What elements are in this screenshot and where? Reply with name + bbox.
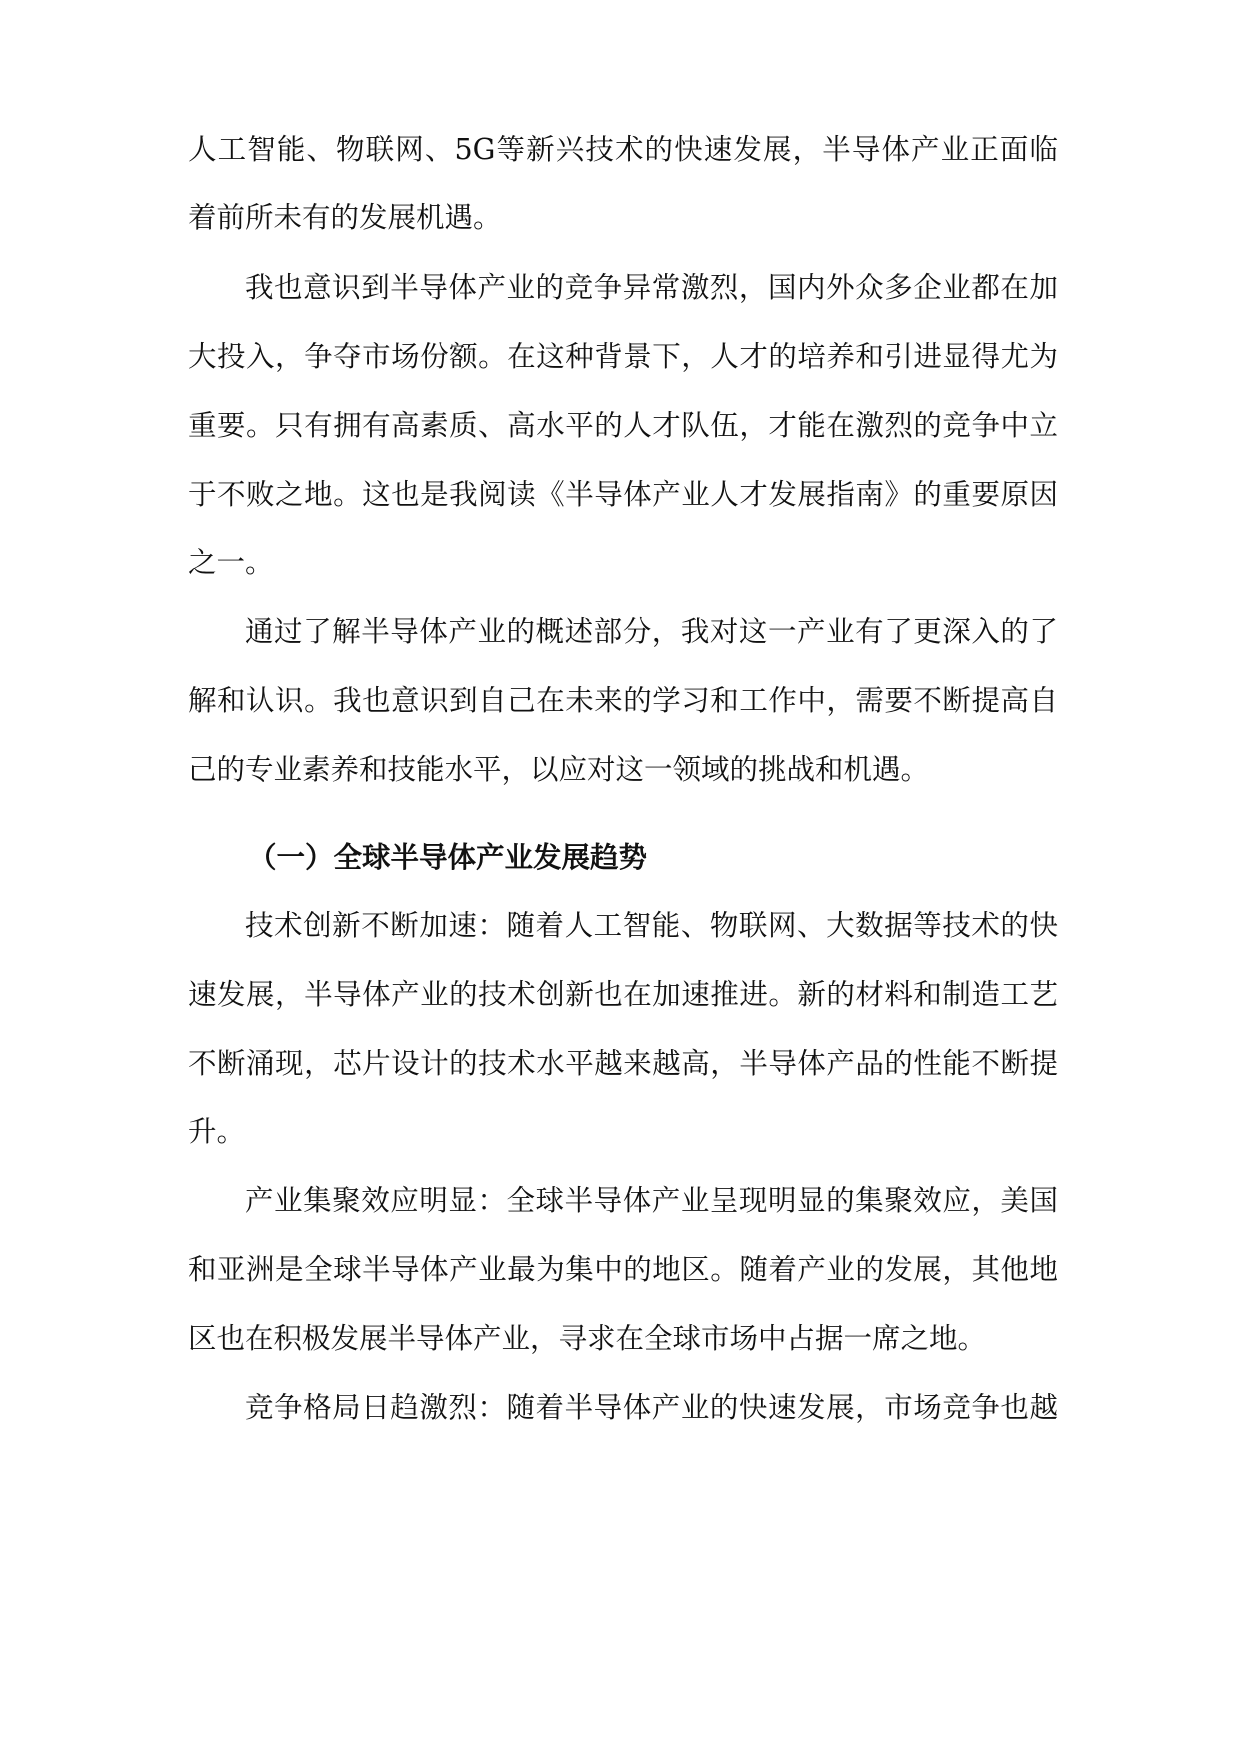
paragraph-2-line-3: 重要。只有拥有高素质、高水平的人才队伍，才能在激烈的竞争中立 — [188, 409, 1058, 442]
section-paragraph-1-line-4: 升。 — [188, 1115, 246, 1148]
paragraph-3-line-1: 通过了解半导体产业的概述部分，我对这一产业有了更深入的了 — [245, 615, 1058, 648]
paragraph-2-line-5: 之一。 — [188, 546, 274, 579]
paragraph-3-line-2: 解和认识。我也意识到自己在未来的学习和工作中，需要不断提高自 — [188, 684, 1058, 717]
paragraph-1-line-2: 着前所未有的发展机遇。 — [188, 201, 502, 234]
section-paragraph-2-line-2: 和亚洲是全球半导体产业最为集中的地区。随着产业的发展，其他地 — [188, 1253, 1058, 1286]
paragraph-2-line-1: 我也意识到半导体产业的竞争异常激烈，国内外众多企业都在加 — [245, 271, 1058, 304]
section-paragraph-1-line-2: 速发展，半导体产业的技术创新也在加速推进。新的材料和制造工艺 — [188, 978, 1058, 1011]
section-paragraph-1-line-1: 技术创新不断加速：随着人工智能、物联网、大数据等技术的快 — [245, 909, 1058, 942]
section-heading: （一）全球半导体产业发展趋势 — [248, 841, 648, 874]
section-paragraph-3-line-1: 竞争格局日趋激烈：随着半导体产业的快速发展，市场竞争也越 — [245, 1391, 1058, 1424]
section-paragraph-2-line-3: 区也在积极发展半导体产业，寻求在全球市场中占据一席之地。 — [188, 1322, 987, 1355]
paragraph-2-line-2: 大投入，争夺市场份额。在这种背景下，人才的培养和引进显得尤为 — [188, 340, 1058, 373]
section-paragraph-1-line-3: 不断涌现，芯片设计的技术水平越来越高，半导体产品的性能不断提 — [188, 1047, 1058, 1080]
paragraph-3-line-3: 己的专业素养和技能水平，以应对这一领域的挑战和机遇。 — [188, 753, 930, 786]
paragraph-1-line-1: 人工智能、物联网、5G等新兴技术的快速发展，半导体产业正面临 — [188, 133, 1058, 166]
paragraph-2-line-4: 于不败之地。这也是我阅读《半导体产业人才发展指南》的重要原因 — [188, 478, 1058, 511]
section-paragraph-2-line-1: 产业集聚效应明显：全球半导体产业呈现明显的集聚效应，美国 — [245, 1184, 1058, 1217]
